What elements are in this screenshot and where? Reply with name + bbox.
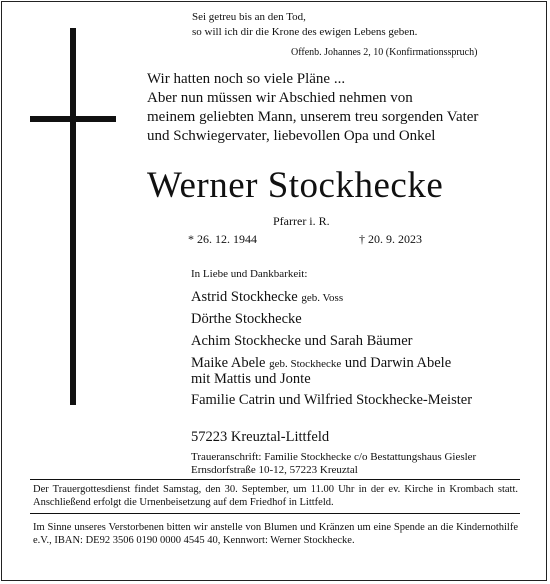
mourner-name: Maike Abele bbox=[191, 355, 266, 371]
deceased-name: Werner Stockhecke bbox=[147, 165, 444, 206]
address-line-1: Traueranschrift: Familie Stockhecke c/o Bestattungshaus Giesler bbox=[191, 451, 477, 463]
intro-line-2: Aber nun müssen wir Abschied nehmen von bbox=[147, 90, 413, 106]
verse-line-2: so will ich dir die Krone des ewigen Lebens geben. bbox=[192, 26, 418, 38]
address-line-2: Ernsdorfstraße 10-12, 57223 Kreuztal bbox=[191, 464, 358, 476]
mourner-line-4 bbox=[191, 355, 451, 372]
deceased-title: Pfarrer i. R. bbox=[273, 214, 330, 228]
death-date: † 20. 9. 2023 bbox=[359, 232, 422, 246]
mourner-name: Astrid Stockhecke bbox=[191, 289, 298, 305]
address-city: 57223 Kreuztal-Littfeld bbox=[191, 429, 330, 445]
mourner-maiden-name: geb. Stockhecke bbox=[269, 358, 342, 370]
mourner-line-3: Achim Stockhecke und Sarah Bäumer bbox=[191, 333, 413, 349]
intro-line-3: meinem geliebten Mann, unserem treu sorgenden Vater bbox=[147, 109, 479, 125]
service-notice: Der Trauergottesdienst findet Samstag, den 30. September, um 11.00 Uhr in der ev. Kirche in Krombach statt. Anschließend erfolgt die Urnenbeisetzung auf dem Friedhof in Littfeld. bbox=[33, 484, 518, 508]
cross-icon-bar bbox=[30, 116, 116, 122]
mourner-spouse: und Darwin Abele bbox=[344, 355, 452, 371]
mourners-heading: In Liebe und Dankbarkeit: bbox=[191, 268, 308, 280]
mourner-maiden-name: geb. Voss bbox=[301, 292, 344, 304]
cross-icon bbox=[70, 28, 76, 405]
mourner-line-6: Familie Catrin und Wilfried Stockhecke-Meister bbox=[191, 392, 473, 408]
divider bbox=[30, 479, 520, 480]
mourner-line-2: Dörthe Stockhecke bbox=[191, 311, 302, 327]
birth-date: * 26. 12. 1944 bbox=[188, 232, 257, 246]
mourner-line-5: mit Mattis und Jonte bbox=[191, 371, 311, 387]
intro-line-1: Wir hatten noch so viele Pläne ... bbox=[147, 71, 346, 87]
donation-notice: Im Sinne unseres Verstorbenen bitten wir anstelle von Blumen und Kränzen um eine Spende an die Kindernothilfe e.V., IBAN: DE92 3506 0190 0000 4545 40, Kennwort: Werner Stockhecke. bbox=[33, 522, 518, 546]
verse-reference: Offenb. Johannes 2, 10 (Konfirmationsspruch) bbox=[291, 47, 478, 58]
mourner-line-1 bbox=[191, 289, 343, 306]
intro-line-4: und Schwiegervater, liebevollen Opa und Onkel bbox=[147, 128, 436, 144]
verse-line-1: Sei getreu bis an den Tod, bbox=[192, 11, 306, 23]
divider bbox=[30, 513, 520, 514]
